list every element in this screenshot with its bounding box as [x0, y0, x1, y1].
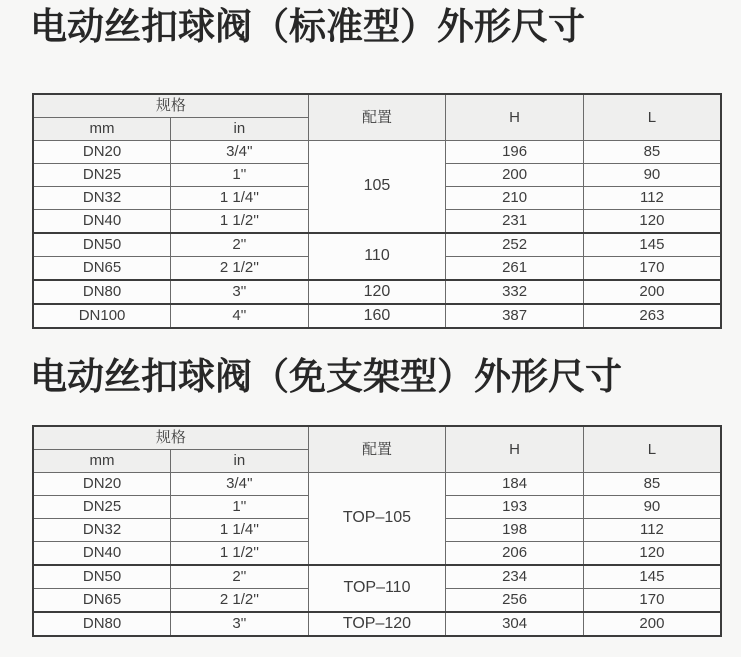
cell-mm: DN80 [33, 612, 171, 636]
cell-l: 90 [583, 496, 721, 519]
cell-l: 85 [583, 473, 721, 496]
cell-l: 200 [583, 612, 721, 636]
cell-h: 261 [446, 257, 584, 281]
cell-h: 256 [446, 589, 584, 613]
cell-l: 200 [583, 280, 721, 304]
cell-l: 112 [583, 187, 721, 210]
cell-config: TOP–110 [308, 565, 446, 612]
cell-mm: DN32 [33, 187, 171, 210]
cell-l: 145 [583, 233, 721, 257]
bracket-free-spec-table [32, 425, 722, 637]
cell-mm: DN40 [33, 210, 171, 234]
cell-config: 110 [308, 233, 446, 280]
header-h: H [446, 426, 584, 473]
cell-l: 145 [583, 565, 721, 589]
cell-h: 387 [446, 304, 584, 328]
cell-mm: DN32 [33, 519, 171, 542]
cell-l: 90 [583, 164, 721, 187]
cell-in: 2'' [171, 233, 309, 257]
standard-table-title: 电动丝扣球阀（标准型）外形尺寸 [30, 6, 585, 47]
cell-h: 198 [446, 519, 584, 542]
header-in: in [171, 450, 309, 473]
cell-mm: DN50 [33, 233, 171, 257]
cell-config: TOP–120 [308, 612, 446, 636]
cell-h: 234 [446, 565, 584, 589]
table-row [33, 565, 721, 589]
cell-in: 2 1/2'' [171, 589, 309, 613]
cell-in: 3/4'' [171, 473, 309, 496]
cell-in: 3'' [171, 612, 309, 636]
cell-mm: DN65 [33, 589, 171, 613]
cell-h: 184 [446, 473, 584, 496]
header-config: 配置 [308, 426, 446, 473]
cell-h: 193 [446, 496, 584, 519]
header-spec: 规格 [33, 426, 308, 450]
cell-h: 206 [446, 542, 584, 566]
cell-l: 170 [583, 589, 721, 613]
header-row-spec [33, 426, 721, 450]
cell-in: 1'' [171, 496, 309, 519]
standard-spec-table [32, 93, 722, 329]
cell-in: 2 1/2'' [171, 257, 309, 281]
cell-h: 304 [446, 612, 584, 636]
cell-mm: DN25 [33, 496, 171, 519]
header-row-spec [33, 94, 721, 118]
cell-l: 112 [583, 519, 721, 542]
header-in: in [171, 118, 309, 141]
cell-config: 160 [308, 304, 446, 328]
cell-h: 200 [446, 164, 584, 187]
header-spec: 规格 [33, 94, 308, 118]
cell-mm: DN50 [33, 565, 171, 589]
cell-in: 3'' [171, 280, 309, 304]
table-row [33, 612, 721, 636]
cell-l: 120 [583, 210, 721, 234]
cell-in: 2'' [171, 565, 309, 589]
cell-mm: DN65 [33, 257, 171, 281]
bracket-free-table-title: 电动丝扣球阀（免支架型）外形尺寸 [30, 356, 622, 397]
cell-h: 210 [446, 187, 584, 210]
cell-in: 3/4'' [171, 141, 309, 164]
cell-h: 196 [446, 141, 584, 164]
header-l: L [583, 94, 721, 141]
cell-mm: DN20 [33, 141, 171, 164]
cell-in: 1 1/2'' [171, 210, 309, 234]
cell-l: 120 [583, 542, 721, 566]
cell-h: 231 [446, 210, 584, 234]
table-row [33, 280, 721, 304]
cell-in: 1 1/2'' [171, 542, 309, 566]
header-h: H [446, 94, 584, 141]
header-mm: mm [33, 118, 171, 141]
cell-in: 1 1/4'' [171, 187, 309, 210]
cell-in: 1'' [171, 164, 309, 187]
table-row [33, 473, 721, 496]
cell-mm: DN20 [33, 473, 171, 496]
header-config: 配置 [308, 94, 446, 141]
cell-mm: DN100 [33, 304, 171, 328]
cell-in: 4'' [171, 304, 309, 328]
cell-mm: DN80 [33, 280, 171, 304]
cell-config: 120 [308, 280, 446, 304]
table-row [33, 141, 721, 164]
cell-config: 105 [308, 141, 446, 234]
cell-mm: DN40 [33, 542, 171, 566]
table-row [33, 233, 721, 257]
cell-h: 252 [446, 233, 584, 257]
header-mm: mm [33, 450, 171, 473]
cell-mm: DN25 [33, 164, 171, 187]
table-row [33, 304, 721, 328]
cell-l: 170 [583, 257, 721, 281]
header-l: L [583, 426, 721, 473]
cell-l: 263 [583, 304, 721, 328]
cell-l: 85 [583, 141, 721, 164]
cell-config: TOP–105 [308, 473, 446, 566]
cell-h: 332 [446, 280, 584, 304]
cell-in: 1 1/4'' [171, 519, 309, 542]
